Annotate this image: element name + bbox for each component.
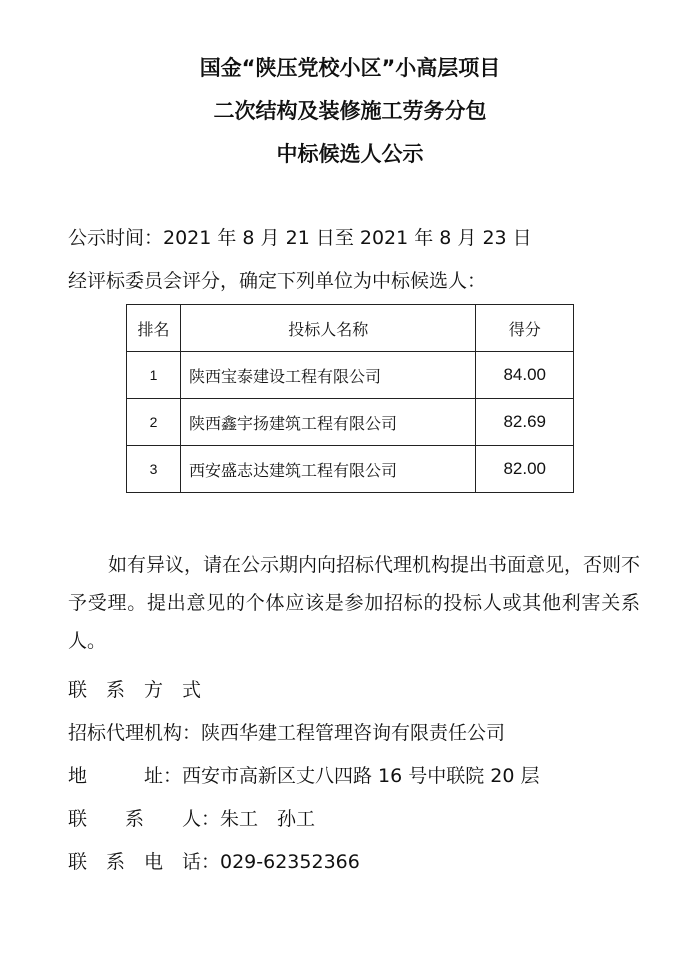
objection-paragraph: 如有异议，请在公示期内向招标代理机构提出书面意见，否则不予受理。提出意见的个体应该是参加招标的投标人或其他利害关系人。 — [68, 554, 641, 652]
candidate-table — [126, 304, 574, 493]
score-cell: 82.00 — [476, 446, 574, 493]
score-cell: 84.00 — [476, 352, 574, 399]
contact-phone: 联 系 电 话：029-62352366 — [68, 851, 360, 873]
column-header-score: 得分 — [476, 305, 574, 352]
contact-heading: 联 系 方 式 — [68, 679, 202, 701]
column-header-rank: 排名 — [127, 305, 181, 352]
rank-cell: 1 — [127, 352, 181, 399]
rank-cell: 2 — [127, 399, 181, 446]
title-line-3: 中标候选人公示 — [276, 142, 424, 166]
contact-agency: 招标代理机构：陕西华建工程管理咨询有限责任公司 — [68, 722, 506, 744]
table-row — [127, 446, 574, 493]
table-header-row — [127, 305, 574, 352]
publicity-period: 公示时间：2021 年 8 月 21 日至 2021 年 8 月 23 日 — [68, 227, 532, 249]
title-line-1: 国金“陕压党校小区”小高层项目 — [199, 56, 501, 80]
contact-person: 联 系 人：朱工 孙工 — [68, 808, 316, 830]
rank-cell: 3 — [127, 446, 181, 493]
score-cell: 82.69 — [476, 399, 574, 446]
column-header-name: 投标人名称 — [180, 305, 476, 352]
intro-text: 经评标委员会评分，确定下列单位为中标候选人： — [68, 270, 487, 292]
table-row — [127, 399, 574, 446]
bidder-name-cell: 西安盛志达建筑工程有限公司 — [180, 446, 476, 493]
bidder-name-cell: 陕西宝泰建设工程有限公司 — [180, 352, 476, 399]
contact-address: 地 址：西安市高新区丈八四路 16 号中联院 20 层 — [68, 765, 540, 787]
bidder-name-cell: 陕西鑫宇扬建筑工程有限公司 — [180, 399, 476, 446]
title-line-2: 二次结构及装修施工劳务分包 — [213, 99, 487, 123]
table-row — [127, 352, 574, 399]
